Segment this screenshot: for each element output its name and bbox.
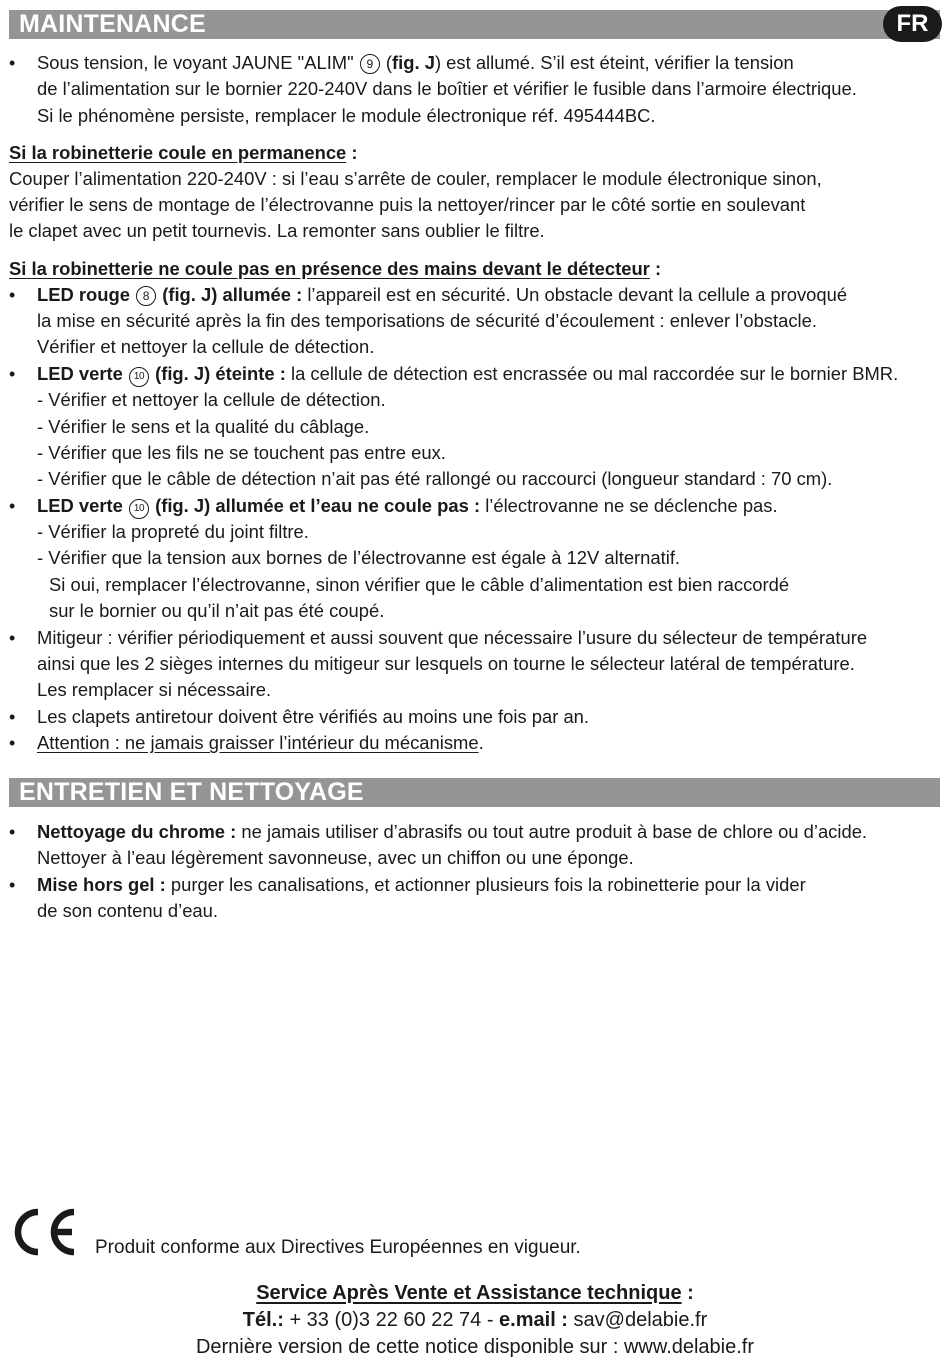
gel-line-2: de son contenu d’eau. xyxy=(37,900,218,921)
led-rouge-line-2: la mise en sécurité après la fin des temporisations de sécurité d’écoulement : enlever l’obstacle. xyxy=(37,310,817,331)
alim-line-1: Sous tension, le voyant JAUNE "ALIM" 9 (fig. J) est allumé. S’il est éteint, vérifier la tension xyxy=(37,52,794,73)
conformity-text: Produit conforme aux Directives Européennes en vigueur. xyxy=(95,1237,581,1258)
led-verte-eteinte-line-1: LED verte 10 (fig. J) éteinte : la cellule de détection est encrassée ou mal raccordée sur le bornier BMR. xyxy=(37,362,898,387)
bullet: • xyxy=(9,822,16,842)
led-verte-allumee-check-2: - Vérifier que la tension aux bornes de l’électrovanne est égale à 12V alternatif. xyxy=(37,547,681,568)
language-badge: FR xyxy=(883,6,942,42)
attention-line: Attention : ne jamais graisser l’intérieur du mécanisme. xyxy=(37,732,484,753)
led-verte-allumee-check-4: sur le bornier ou qu’il n’ait pas été coupé. xyxy=(49,600,385,621)
led-verte-eteinte-check-4: - Vérifier que le câble de détection n’ait pas été rallongé ou raccourci (longueur standard : 70 cm). xyxy=(37,468,833,489)
led-verte-eteinte-check-3: - Vérifier que les fils ne se touchent pas entre eux. xyxy=(37,442,446,463)
led-verte-allumee-check-1: - Vérifier la propreté du joint filtre. xyxy=(37,521,309,542)
alim-line-3: Si le phénomène persiste, remplacer le module électronique réf. 495444BC. xyxy=(37,105,656,126)
led-verte-eteinte-check-2: - Vérifier le sens et la qualité du câblage. xyxy=(37,416,370,437)
circle-number-9: 9 xyxy=(360,54,380,74)
ce-mark-logo xyxy=(8,1206,80,1258)
circle-number-10: 10 xyxy=(129,499,149,519)
contact-line: Tél.: + 33 (0)3 22 60 22 74 - e.mail : sav@delabie.fr xyxy=(242,1309,708,1331)
bullet: • xyxy=(9,875,16,895)
circle-number-8: 8 xyxy=(136,286,156,306)
service-heading: Service Après Vente et Assistance technique : xyxy=(256,1282,694,1304)
gel-line-1: Mise hors gel : purger les canalisations, et actionner plusieurs fois la robinetterie pour la vider xyxy=(37,874,806,895)
led-verte-eteinte-check-1: - Vérifier et nettoyer la cellule de détection. xyxy=(37,389,386,410)
led-verte-allumee-check-3: Si oui, remplacer l’électrovanne, sinon vérifier que le câble d’alimentation est bien raccordé xyxy=(49,574,790,595)
bullet: • xyxy=(9,628,16,648)
chrome-line-2: Nettoyer à l’eau légèrement savonneuse, avec un chiffon ou une éponge. xyxy=(37,847,634,868)
bullet: • xyxy=(9,733,16,753)
bullet: • xyxy=(9,285,16,305)
coule-line-3: le clapet avec un petit tournevis. La remonter sans oublier le filtre. xyxy=(9,220,545,241)
mitigeur-line-1: Mitigeur : vérifier périodiquement et aussi souvent que nécessaire l’usure du sélecteur de température xyxy=(37,627,868,648)
subheading-ne-coule-pas: Si la robinetterie ne coule pas en présence des mains devant le détecteur : xyxy=(9,258,662,279)
clapets-line: Les clapets antiretour doivent être vérifiés au moins une fois par an. xyxy=(37,706,590,727)
coule-line-1: Couper l’alimentation 220-240V : si l’eau s’arrête de couler, remplacer le module électronique sinon, xyxy=(9,168,822,189)
bullet: • xyxy=(9,496,16,516)
circle-number-10: 10 xyxy=(129,367,149,387)
entretien-section-title: ENTRETIEN ET NETTOYAGE xyxy=(9,778,940,807)
chrome-line-1: Nettoyage du chrome : ne jamais utiliser d’abrasifs ou tout autre produit à base de chlore ou d’acide. xyxy=(37,821,868,842)
bullet: • xyxy=(9,53,16,73)
subheading-coule-permanence: Si la robinetterie coule en permanence : xyxy=(9,142,358,163)
mitigeur-line-3: Les remplacer si nécessaire. xyxy=(37,679,272,700)
maintenance-section-title: MAINTENANCE xyxy=(9,10,940,39)
bullet: • xyxy=(9,707,16,727)
mitigeur-line-2: ainsi que les 2 sièges internes du mitigeur sur lesquels on tourne le sélecteur latéral de température. xyxy=(37,653,855,674)
coule-line-2: vérifier le sens de montage de l’électrovanne puis la nettoyer/rincer par le côté sortie en soulevant xyxy=(9,194,806,215)
alim-line-2: de l’alimentation sur le bornier 220-240V dans le boîtier et vérifier le fusible dans l’armoire électrique. xyxy=(37,78,857,99)
led-verte-allumee-line-1: LED verte 10 (fig. J) allumée et l’eau ne coule pas : l’électrovanne ne se déclenche pas. xyxy=(37,494,778,519)
led-rouge-line-3: Vérifier et nettoyer la cellule de détection. xyxy=(37,336,375,357)
led-rouge-line-1: LED rouge 8 (fig. J) allumée : l’appareil est en sécurité. Un obstacle devant la cellule a provoqué xyxy=(37,284,848,305)
last-version-line: Dernière version de cette notice disponible sur : www.delabie.fr xyxy=(195,1336,755,1358)
bullet: • xyxy=(9,364,16,384)
